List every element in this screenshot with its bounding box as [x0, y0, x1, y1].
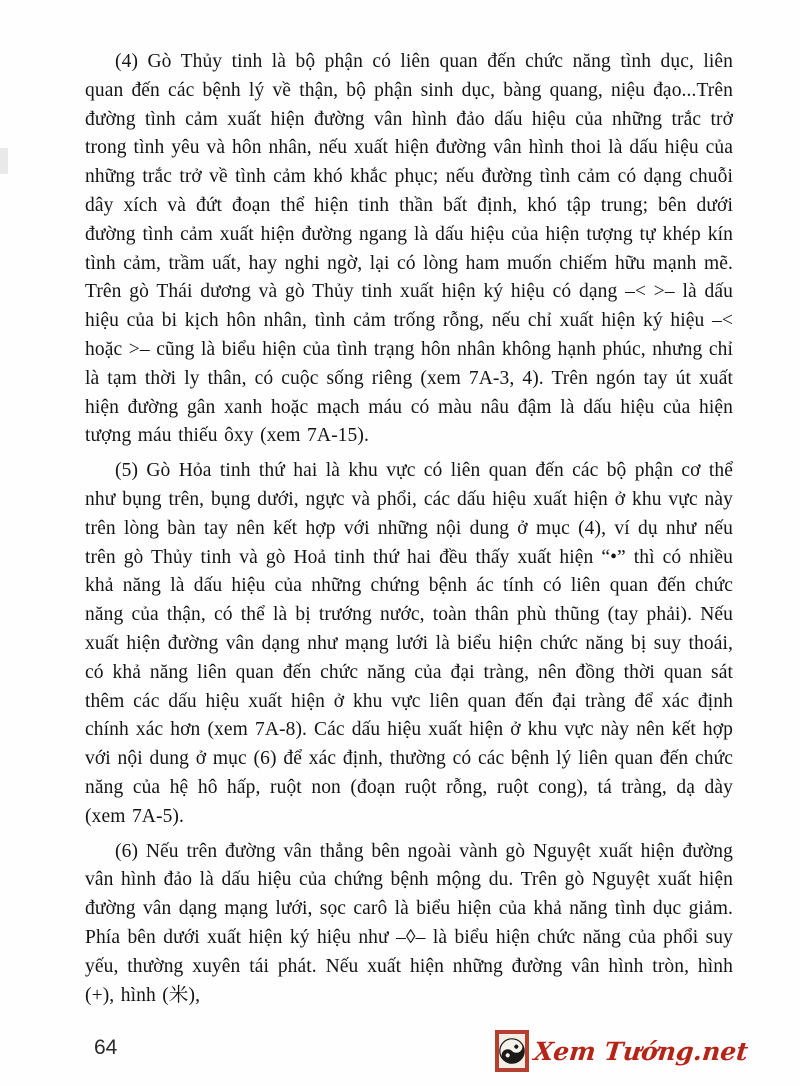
paragraph-6: (6) Nếu trên đường vân thẳng bên ngoài vành gò Nguyệt xuất hiện đường vân hình đảo là dấu hiệu của chứng bệnh mộng du. Trên gò Nguyệt xuất hiện đường vân dạng mạng lưới, sọc carô là biểu hiện của khả năng tình dục giảm. Phía bên dưới xuất hiện ký hiệu như –◊– là biểu hiện chức năng của phổi suy yếu, thường xuyên tái phát. Nếu xuất hiện những đường vân hình tròn, hình (+), hình (米), — [85, 840, 733, 1006]
scan-artifact — [0, 148, 8, 174]
page-number: 64 — [94, 1036, 118, 1059]
yin-yang-icon — [495, 1030, 529, 1072]
page-footer — [0, 1028, 800, 1086]
body-text — [85, 48, 733, 1010]
paragraph-4: (4) Gò Thủy tinh là bộ phận có liên quan đến chức năng tình dục, liên quan đến các bệnh lý về thận, bộ phận sinh dục, bàng quang, niệu đạo...Trên đường tình cảm xuất hiện đường vân hình đảo dấu hiệu của những trắc trở trong tình yêu và hôn nhân, nếu xuất hiện đường vân hình thoi là dấu hiệu của những trắc trở về tình cảm khó khắc phục; nếu đường tình cảm có dạng chuỗi dây xích và đứt đoạn thể hiện tinh thần bất định, khó tập trung; bên dưới đường tình cảm xuất hiện đường ngang là dấu hiệu của hiện tượng tự khép kín tình cảm, trầm uất, hay nghi ngờ, lại có lòng ham muốn chiếm hữu mạnh mẽ. Trên gò Thái dương và gò Thủy tinh xuất hiện ký hiệu có dạng –< >– là dấu hiệu của bi kịch hôn nhân, tình cảm trống rỗng, nếu chỉ xuất hiện ký hiệu –< hoặc >– cũng là biểu hiện của tình trạng hôn nhân không hạnh phúc, nhưng chỉ là tạm thời ly thân, có cuộc sống riêng (xem 7A-3, 4). Trên ngón tay út xuất hiện đường gân xanh hoặc mạch máu có màu nâu đậm là dấu hiệu của hiện tượng máu thiếu ôxy (xem 7A-15). — [85, 51, 733, 447]
paragraph-5: (5) Gò Hỏa tinh thứ hai là khu vực có liên quan đến các bộ phận cơ thể như bụng trên, bụng dưới, ngực và phổi, các dấu hiệu xuất hiện ở khu vực này trên lòng bàn tay nên kết hợp với những nội dung ở mục (4), ví dụ như nếu trên gò Thủy tinh và gò Hoả tinh thứ hai đều thấy xuất hiện “•” thì có nhiều khả năng là dấu hiệu của những chứng bệnh ác tính có liên quan đến chức năng của thận, có thể là bị trướng nước, toàn thân phù thũng (tay phải). Nếu xuất hiện đường vân dạng như mạng lưới là biểu hiện chức năng bị suy thoái, có khả năng liên quan đến chức năng của đại tràng, nên đồng thời quan sát thêm các dấu hiệu xuất hiện ở khu vực liên quan đến đại tràng để xác định chính xác hơn (xem 7A-8). Các dấu hiệu xuất hiện ở khu vực này nên kết hợp với nội dung ở mục (6) để xác định, thường có các bệnh lý liên quan đến chức năng của hệ hô hấp, ruột non (đoạn ruột rỗng, ruột cong), tá tràng, dạ dày (xem 7A-5). — [85, 460, 733, 827]
watermark-text: Xem Tướng.net — [532, 1036, 750, 1066]
watermark — [495, 1030, 748, 1072]
